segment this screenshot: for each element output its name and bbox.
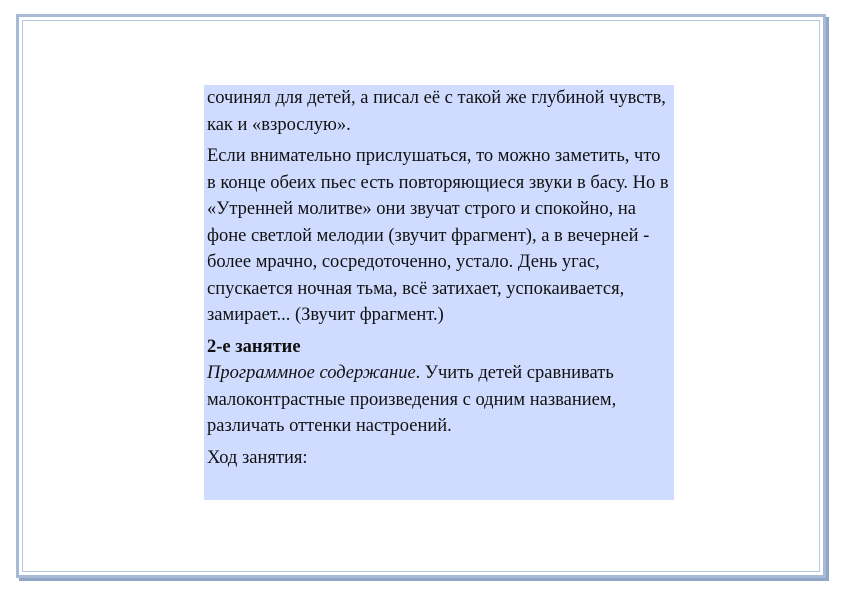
text-block (204, 85, 674, 500)
program-text: . Учить детей сравнивать малоконтрастные произведения с одним названием, различать оттенки настроений. (207, 363, 617, 436)
program-label: Программное содержание (207, 363, 416, 383)
lesson-heading: 2-е занятие (207, 336, 301, 357)
program-paragraph (207, 360, 670, 440)
paragraph-continuation: сочинял для детей, а писал её с такой же глубиной чувств, как и «взрослую». (207, 88, 666, 135)
paragraph-listening: Если внимательно прислушаться, то можно заметить, что в конце обеих пьес есть повторяющиеся звуки в басу. Но в «Утренней молитве» они звучат строго и спокойно, на фоне светлой мелодии (звучит фрагмент), а в вечерней - более мрачно, сосредоточенно, устало. День угас, спускается ночная тьма, всё затихает, успокаивается, замирает... (Звучит фрагмент.) (207, 146, 669, 325)
lesson-course-label: Ход занятия: (207, 447, 308, 468)
